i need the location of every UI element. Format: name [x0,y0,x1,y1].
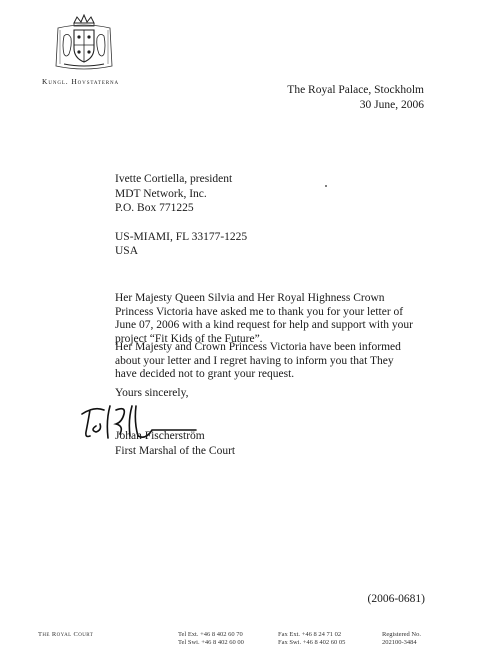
footer-fax-ext: Fax Ext. +46 8 24 71 02 [278,631,342,638]
signer-block [115,429,235,458]
reference-number: (2006-0681) [367,593,425,605]
place-date-block [287,83,424,112]
body-paragraph: Her Majesty and Crown Princess Victoria have been informed about your letter and I regret having to inform you that They have decided not to grant your request. [115,341,401,380]
letter-date: 30 June, 2006 [359,98,424,111]
footer-registered-label: Registered No. [382,631,421,638]
royal-coat-of-arms-icon [50,14,118,72]
sender-place: The Royal Palace, Stockholm [287,84,424,96]
organization-name: Kungl. Hovstaterna [42,77,120,86]
footer-fax-swi: Fax Swi. +46 8 402 60 05 [278,639,346,646]
recipient-address [115,172,247,259]
recipient-line: P.O. Box 771225 [115,202,194,214]
footer-tel-swi: Tel Swi. +46 8 402 60 00 [178,639,244,646]
recipient-line: Ivette Cortiella, president [115,173,233,185]
footer-fax [278,631,345,647]
recipient-line: US-MIAMI, FL 33177-1225 [115,230,248,243]
scan-speck [325,185,327,187]
body-paragraph: Her Majesty Queen Silvia and Her Royal Highness Crown Princess Victoria have asked me to thank you for your letter of June 07, 2006 with a kind request for help and support with your project “Fit Kids of the Future”. [115,292,413,345]
signer-title: First Marshal of the Court [115,444,236,457]
footer-court: The Royal Court [38,631,94,638]
footer-telephone [178,631,244,647]
recipient-line: MDT Network, Inc. [115,187,207,200]
footer-tel-ext: Tel Ext. +46 8 402 60 70 [178,631,243,638]
footer-registered-number: 202100-3484 [382,639,417,646]
recipient-line: USA [115,245,139,257]
footer-registration [382,631,421,647]
closing-line: Yours sincerely, [115,387,189,399]
signer-name: Johan Fischerström [115,430,205,442]
